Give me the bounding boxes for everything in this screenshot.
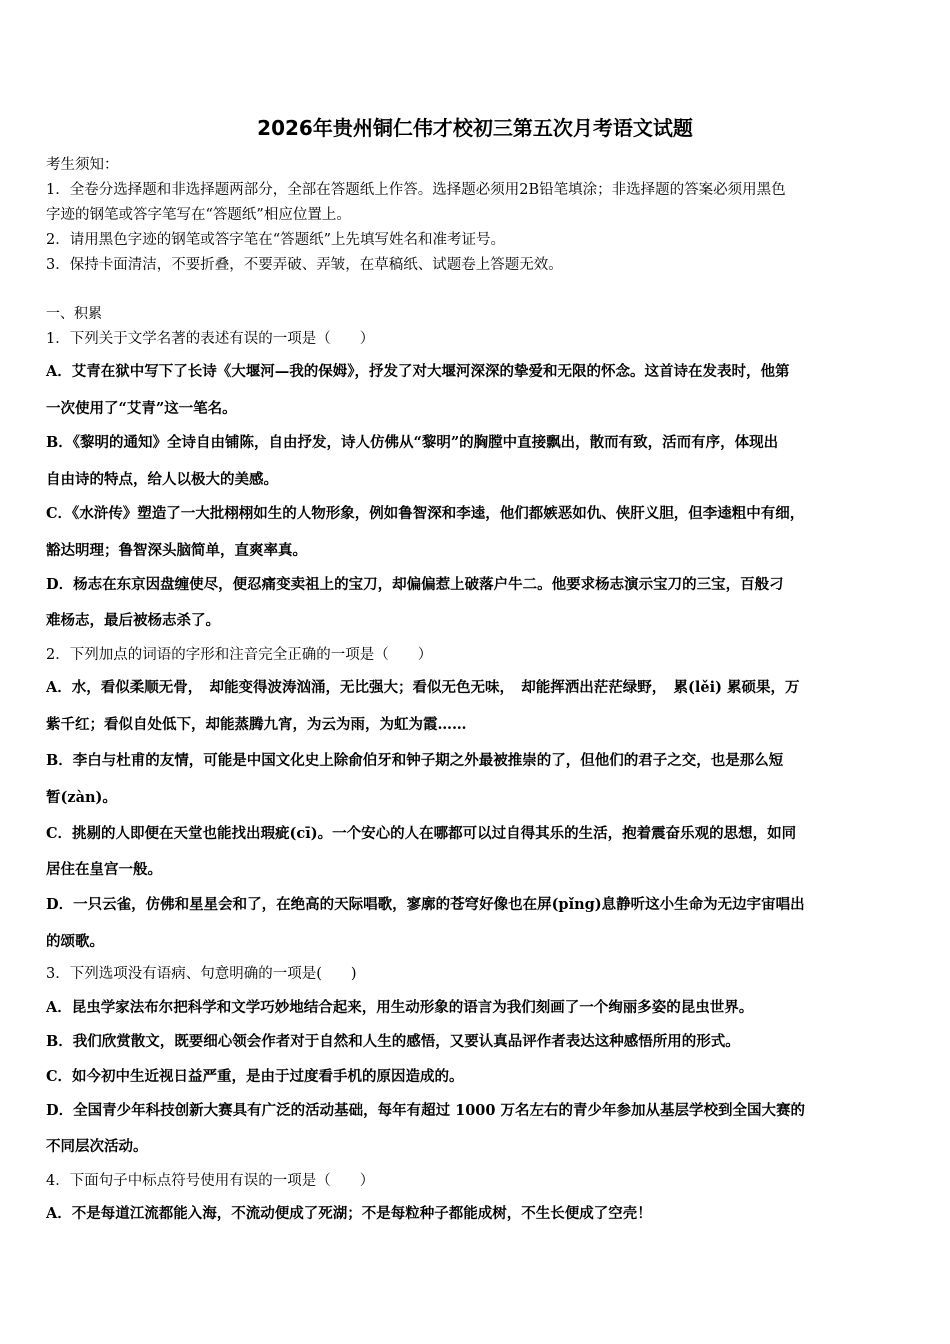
question-3-stem: 3．下列选项没有语病、句意明确的一项是( )	[46, 966, 357, 982]
q1-option-c-cont: 豁达明理；鲁智深头脑简单，直爽率真。	[46, 542, 307, 559]
page-title: 2026年贵州铜仁伟才校初三第五次月考语文试题	[257, 116, 693, 140]
notice-heading: 考生须知：	[46, 157, 119, 173]
q3-option-b: B．我们欣赏散文，既要细心领会作者对于自然和人生的感悟，又要认真品评作者表达这种感悟所用的形式。	[46, 1033, 740, 1050]
notice-item: 1．全卷分选择题和非选择题两部分，全部在答题纸上作答。选择题必须用2B铅笔填涂；非选择题的答案必须用黑色	[46, 182, 786, 198]
question-4-stem: 4．下面句子中标点符号使用有误的一项是（ ）	[46, 1173, 375, 1189]
q1-option-d: D．杨志在东京因盘缠使尽，便忍痛变卖祖上的宝刀，却偏偏惹上破落户牛二。他要求杨志演示宝刀的三宝，百般刁	[46, 576, 784, 593]
notice-item: 3．保持卡面清洁，不要折叠，不要弄破、弄皱，在草稿纸、试题卷上答题无效。	[46, 257, 563, 273]
q3-option-d: D．全国青少年科技创新大赛具有广泛的活动基础，每年有超过 1000 万名左右的青少年参加从基层学校到全国大赛的	[46, 1102, 806, 1119]
q2-option-b-cont: 暂(zàn)。	[46, 789, 117, 806]
q2-option-c: C．挑剔的人即便在天堂也能找出瑕疵(cī)。一个安心的人在哪都可以过自得其乐的生活，抱着震奋乐观的思想，如同	[46, 825, 797, 842]
notice-item: 2．请用黑色字迹的钢笔或答字笔在“答题纸”上先填写姓名和准考证号。	[46, 232, 506, 248]
q4-option-a: A．不是每道江流都能入海，不流动便成了死湖；不是每粒种子都能成树，不生长便成了空壳！	[46, 1205, 652, 1222]
q2-option-b: B．李白与杜甫的友情，可能是中国文化史上除俞伯牙和钟子期之外最被推崇的了，但他们的君子之交，也是那么短	[46, 752, 784, 769]
q1-option-b: B．《黎明的通知》全诗自由铺陈，自由抒发，诗人仿佛从“黎明”的胸膛中直接飘出，散而有致，活而有序，体现出	[46, 434, 779, 451]
question-2-stem: 2．下列加点的词语的字形和注音完全正确的一项是（ ）	[46, 647, 433, 663]
q2-option-d: D．一只云雀，仿佛和星星会和了，在绝高的天际唱歌，寥廓的苍穹好像也在屏(pǐng)息静听这小生命为无边宇宙唱出	[46, 896, 805, 913]
q1-option-a-cont: 一次使用了“艾青”这一笔名。	[46, 400, 237, 417]
q1-option-d-cont: 难杨志，最后被杨志杀了。	[46, 612, 220, 629]
question-1-stem: 1．下列关于文学名著的表述有误的一项是（ ）	[46, 331, 375, 347]
q1-option-a: A．艾青在狱中写下了长诗《大堰河—我的保姆》，抒发了对大堰河深深的挚爱和无限的怀念。这首诗在发表时，他第	[46, 363, 790, 380]
q2-option-c-cont: 居住在皇宫一般。	[46, 861, 162, 878]
q2-option-a-cont: 紫千红；看似自处低下，却能蒸腾九宵，为云为雨，为虹为霞……	[46, 716, 467, 733]
q1-option-c: C．《水浒传》塑造了一大批栩栩如生的人物形象，例如鲁智深和李逵，他们都嫉恶如仇、侠肝义胆，但李逵粗中有细，	[46, 505, 805, 522]
section-heading: 一、积累	[46, 306, 102, 322]
q3-option-c: C．如今初中生近视日益严重，是由于过度看手机的原因造成的。	[46, 1068, 464, 1085]
q3-option-d-cont: 不同层次活动。	[46, 1138, 148, 1155]
q1-option-b-cont: 自由诗的特点，给人以极大的美感。	[46, 471, 278, 488]
q2-option-a: A．水，看似柔顺无骨， 却能变得波涛汹涌，无比强大；看似无色无味， 却能挥洒出茫茫绿野， 累(lěi) 累硕果，万	[46, 679, 800, 696]
q2-option-d-cont: 的颂歌。	[46, 933, 104, 950]
q3-option-a: A．昆虫学家法布尔把科学和文学巧妙地结合起来，用生动形象的语言为我们刻画了一个绚丽多姿的昆虫世界。	[46, 999, 754, 1016]
notice-item: 字迹的钢笔或答字笔写在“答题纸”相应位置上。	[46, 207, 351, 223]
